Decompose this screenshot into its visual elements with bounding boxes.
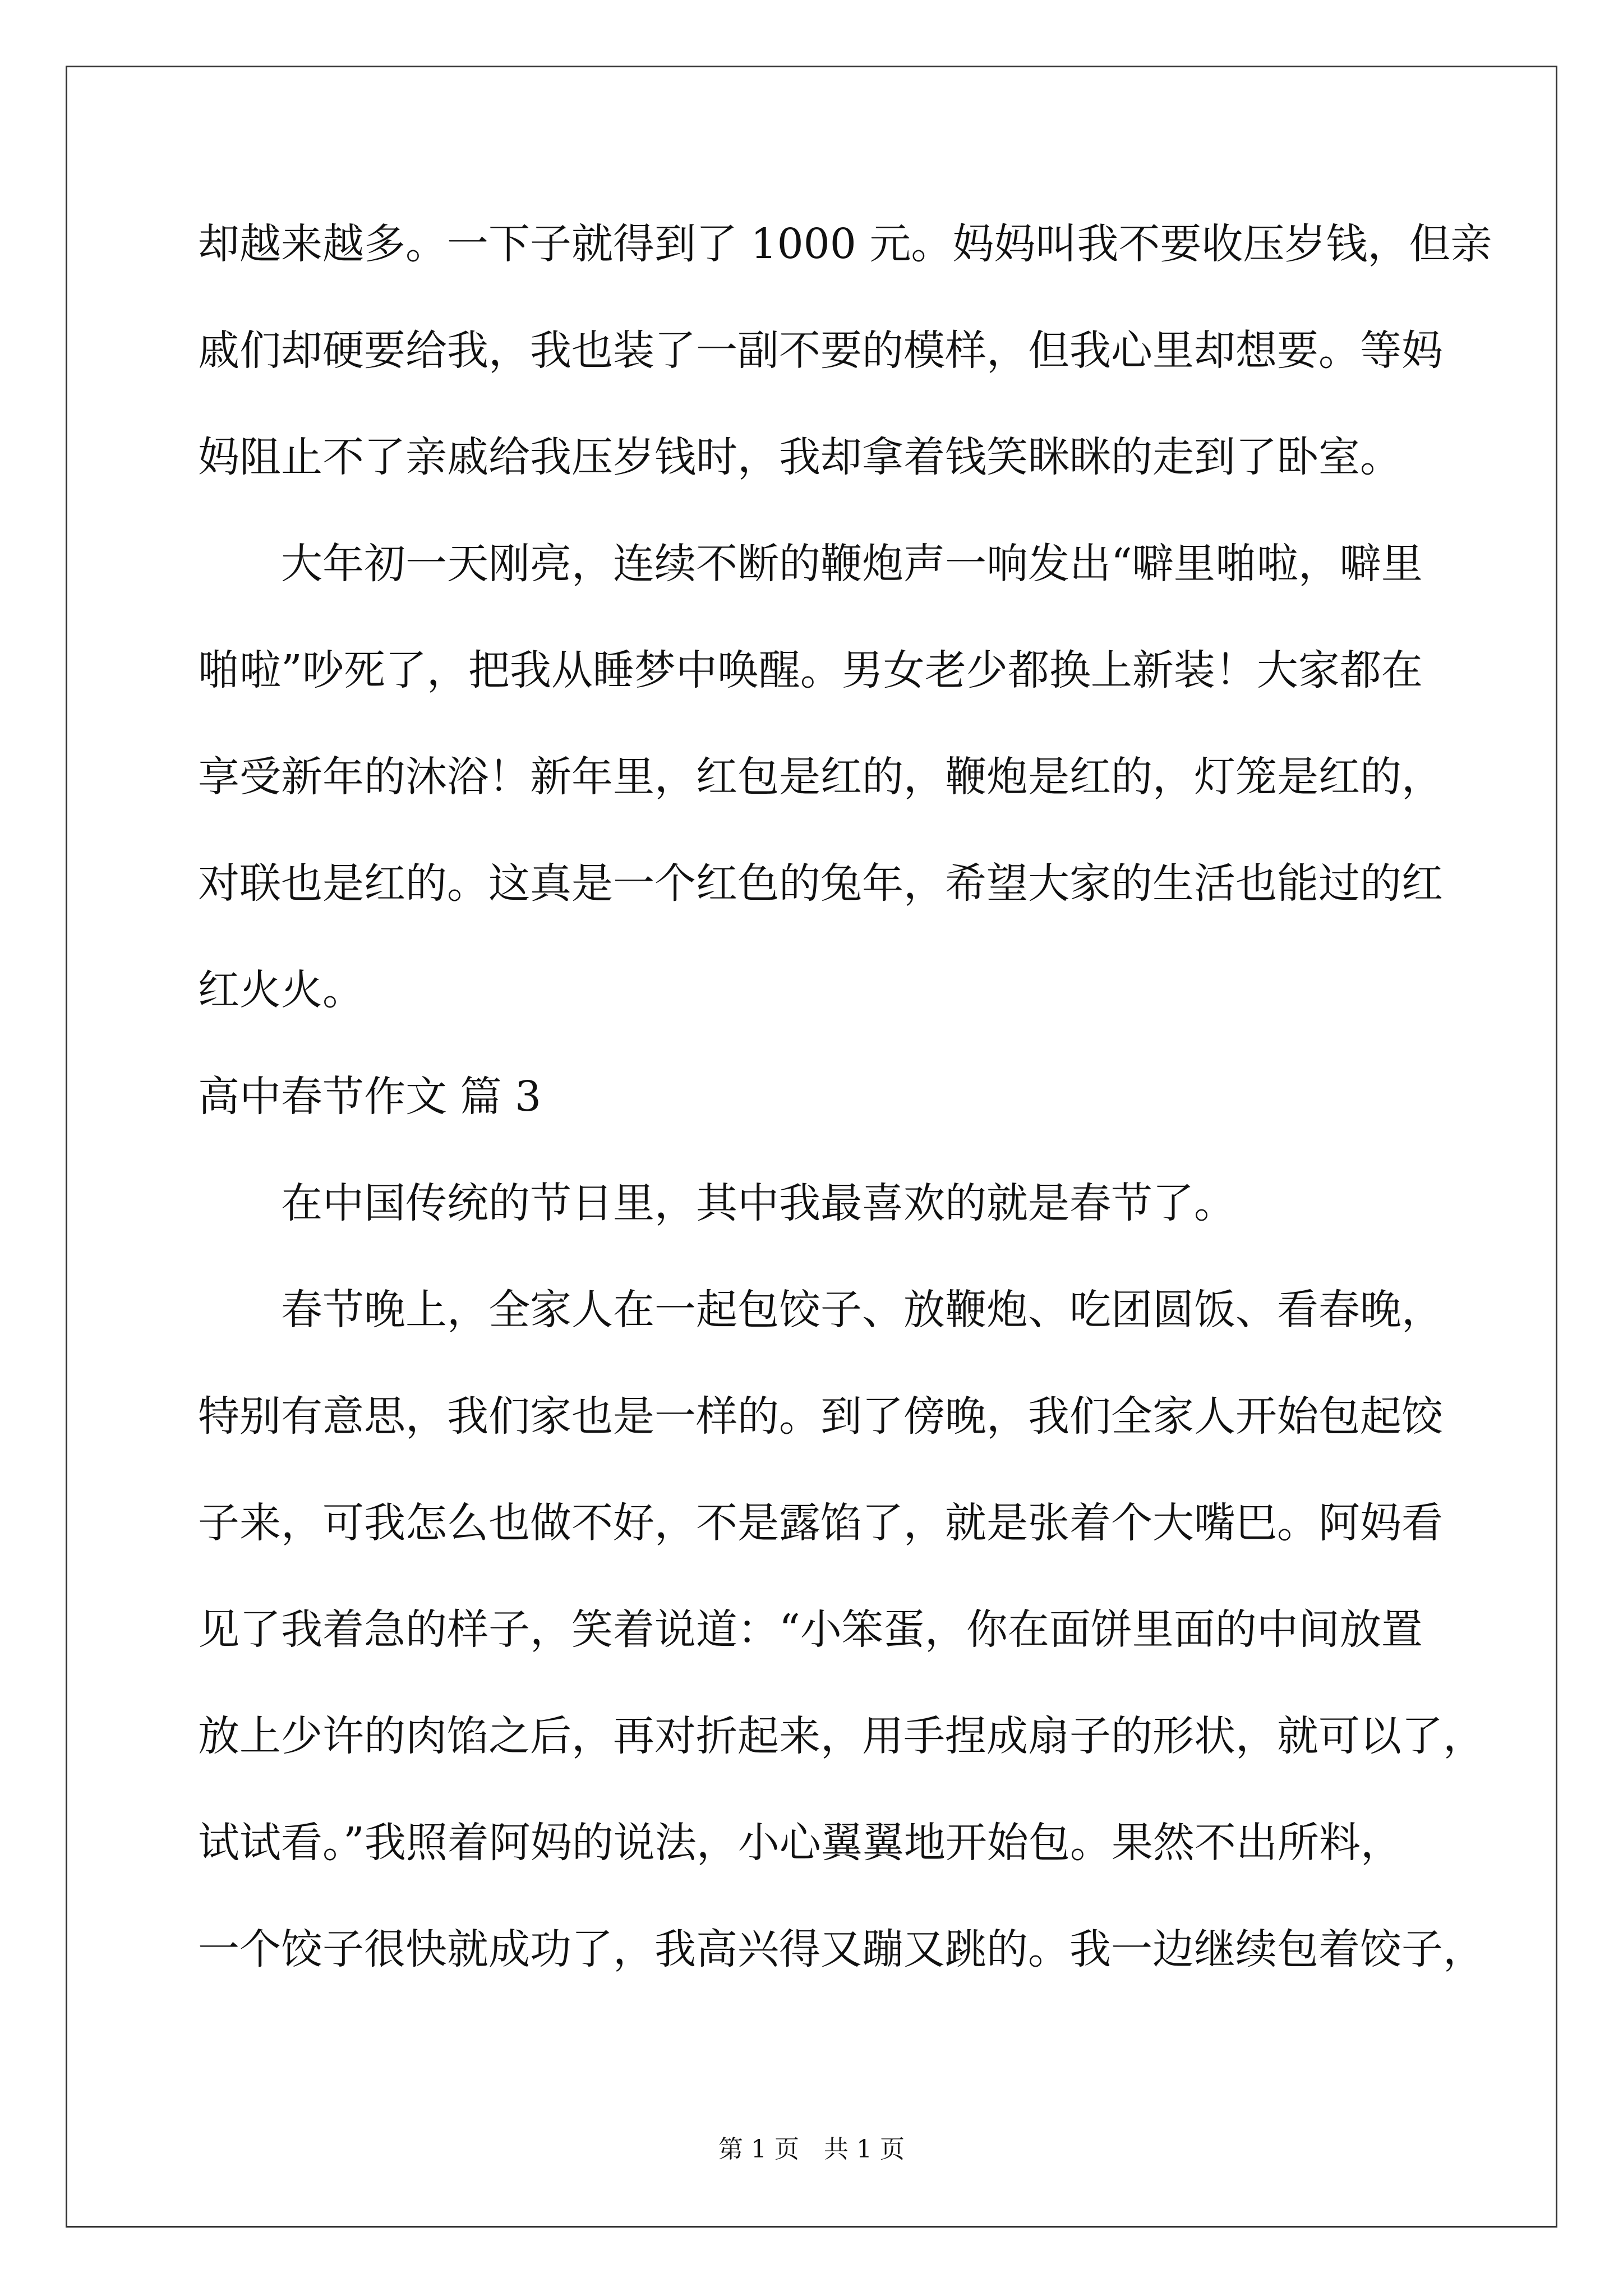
text-line-15: 放上少许的肉馅之后，再对折起来，用手捏成扇子的形状，就可以了， [198,1712,1484,1760]
text-line-14: 见了我着急的样子，笑着说道：“小笨蛋，你在面饼里面的中间放置 [198,1605,1423,1654]
text-line-13: 子来，可我怎么也做不好，不是露馅了，就是张着个大嘴巴。阿妈看 [198,1499,1443,1547]
text-line-11: 春节晚上，全家人在一起包饺子、放鞭炮、吃团圆饭、看春晚， [198,1286,1443,1334]
text-line-8: 红火火。 [198,966,364,1014]
text-line-1: 却越来越多。一下子就得到了 1000 元。妈妈叫我不要收压岁钱，但亲 [198,220,1492,268]
text-line-4: 大年初一天刚亮，连续不断的鞭炮声一响发出“噼里啪啦，噼里 [198,540,1423,588]
page-footer: 第 1 页 共 1 页 [718,2135,905,2164]
text-line-2: 戚们却硬要给我，我也装了一副不要的模样，但我心里却想要。等妈 [198,326,1443,375]
text-line-17: 一个饺子很快就成功了，我高兴得又蹦又跳的。我一边继续包着饺子， [198,1925,1484,1973]
text-line-10: 在中国传统的节日里，其中我最喜欢的就是春节了。 [198,1179,1235,1227]
text-line-3: 妈阻止不了亲戚给我压岁钱时，我却拿着钱笑眯眯的走到了卧室。 [198,433,1401,481]
text-line-7: 对联也是红的。这真是一个红色的兔年，希望大家的生活也能过的红 [198,859,1443,908]
text-line-6: 享受新年的沐浴！新年里，红包是红的，鞭炮是红的，灯笼是红的， [198,753,1443,801]
page-border [66,66,1557,2228]
section-heading: 高中春节作文 篇 3 [198,1073,542,1121]
text-line-5: 啪啦”吵死了，把我从睡梦中唤醒。男女老少都换上新装！大家都在 [198,646,1423,694]
text-line-16: 试试看。”我照着阿妈的说法，小心翼翼地开始包。果然不出所料， [198,1819,1402,1867]
text-line-12: 特别有意思，我们家也是一样的。到了傍晚，我们全家人开始包起饺 [198,1392,1443,1441]
